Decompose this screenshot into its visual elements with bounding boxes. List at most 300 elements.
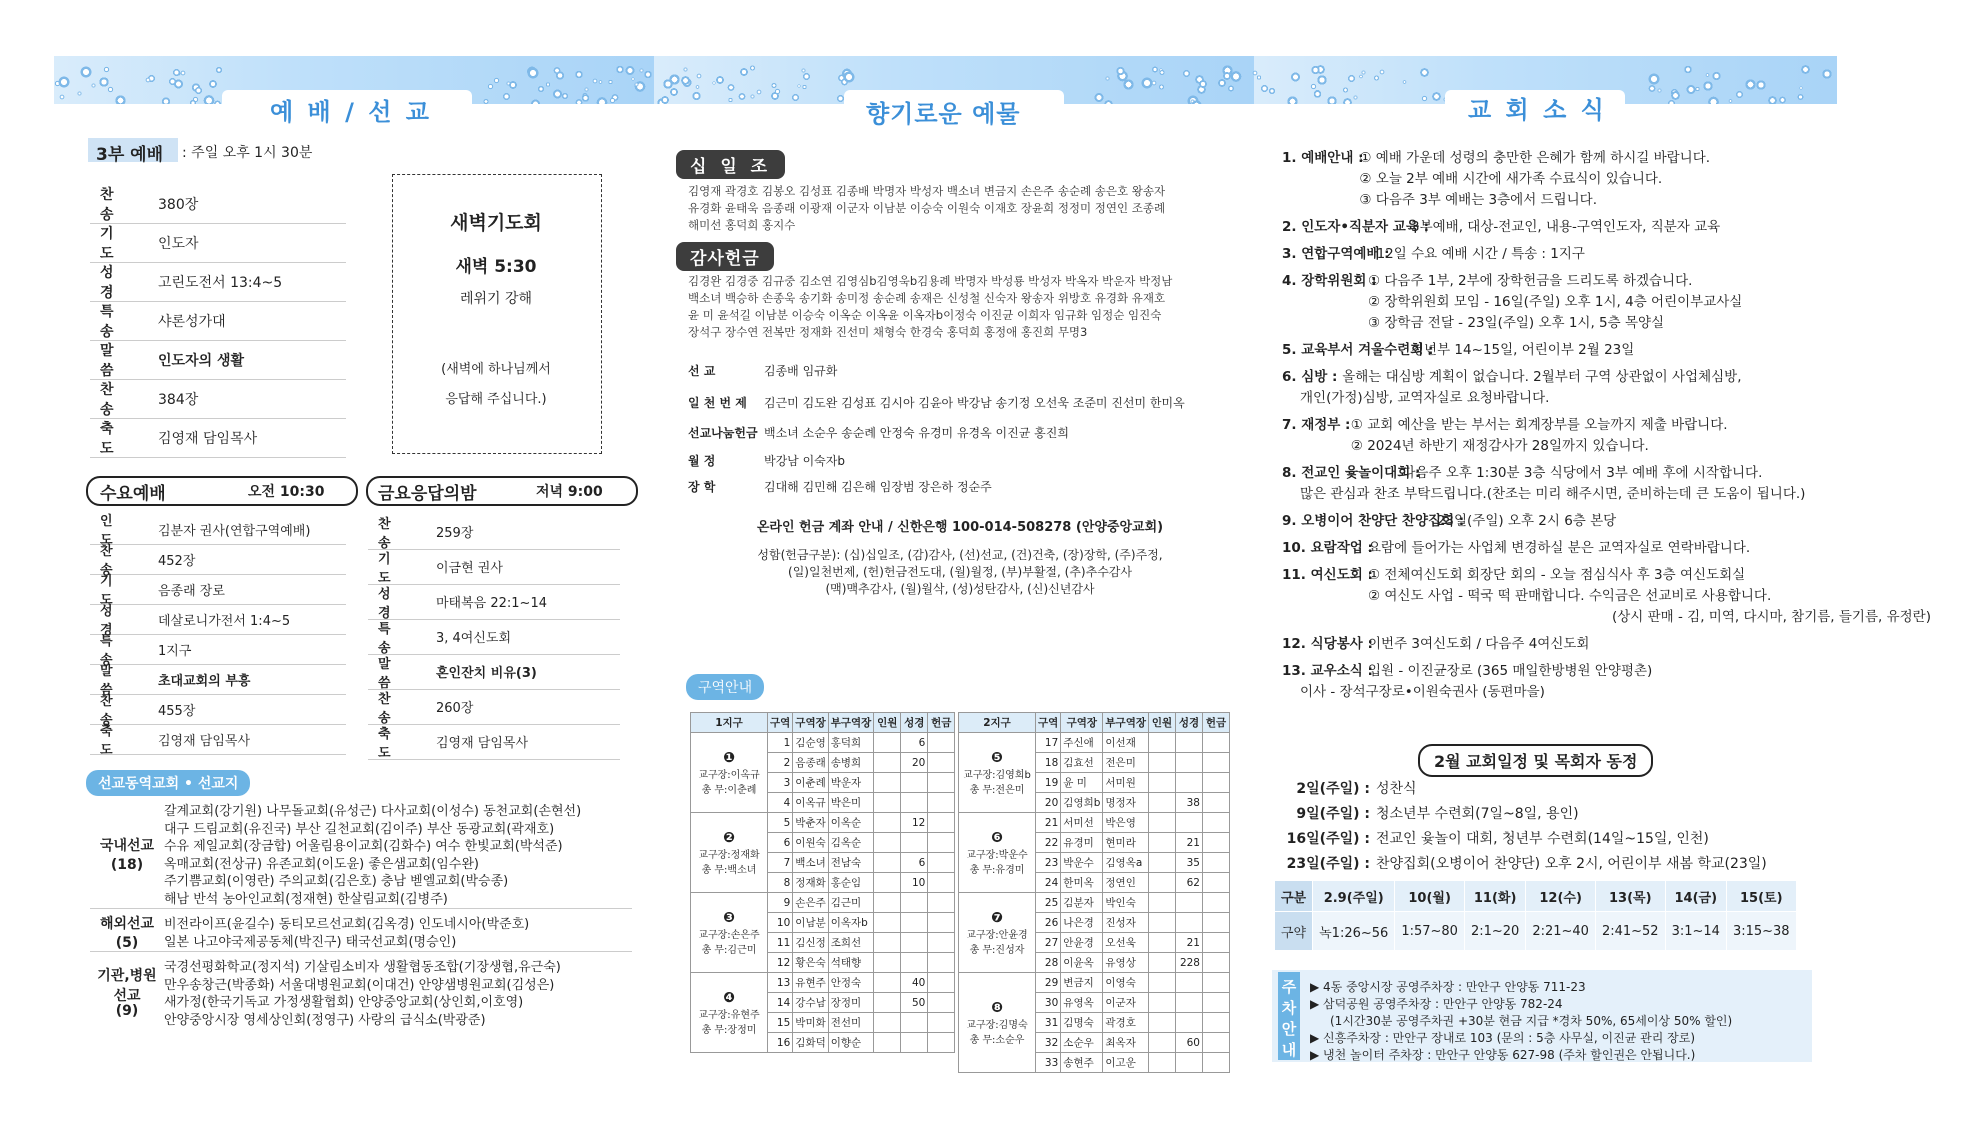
- flower-icon: [1256, 75, 1262, 81]
- district-lead-cell: [959, 893, 1036, 973]
- flower-icon: [1705, 73, 1710, 78]
- district-lead: 교구장:정재화: [698, 849, 760, 861]
- district-label: 구역안내: [686, 674, 764, 700]
- flower-icon: [1797, 93, 1804, 100]
- offering-value: 김종배 임규화: [764, 364, 838, 378]
- offering-value: 박강남 이숙자b: [764, 454, 845, 468]
- feb-date: 2일(주일) :: [1296, 781, 1370, 797]
- district-cell: 21: [1175, 833, 1202, 853]
- district-cell: 송현주: [1061, 1053, 1103, 1073]
- order-row: [90, 184, 346, 224]
- order-value: 초대교회의 부흥: [158, 673, 251, 689]
- district-cell: [1148, 853, 1175, 873]
- district-header: 인원: [874, 713, 901, 733]
- district-cell: 전선미: [828, 1013, 874, 1033]
- flower-icon: [660, 95, 670, 104]
- district-cell: 이원숙: [793, 833, 828, 853]
- district-cell: 유영옥: [1061, 993, 1103, 1013]
- district-cell: [874, 933, 901, 953]
- flower-icon: [1342, 87, 1348, 93]
- district-cell: [1202, 933, 1229, 953]
- district-cell: 10: [901, 873, 928, 893]
- district-cell: 60: [1175, 1033, 1202, 1053]
- district-cell: 정재화: [793, 873, 828, 893]
- district-cell: 3: [768, 773, 793, 793]
- order-key: 축 도: [100, 420, 128, 457]
- mission-line: 일본 나고야국제공동체(박진구) 태국선교회(명승인): [164, 934, 457, 950]
- flower-icon: [608, 79, 613, 84]
- district-cell: 박미화: [793, 1013, 828, 1033]
- district-cell: 31: [1036, 1013, 1061, 1033]
- flower-icon: [802, 72, 811, 81]
- district-cell: 이영숙: [1103, 973, 1149, 993]
- divider: [90, 951, 632, 952]
- district-lead2: 총 무:소순우: [969, 1034, 1025, 1046]
- district-cell: [928, 1033, 955, 1053]
- friday-label: 금요응답의밤: [378, 484, 477, 504]
- news-line: 이사 - 장석구장로•이원숙권사 (동편마을): [1300, 684, 1545, 700]
- flower-icon: [756, 89, 762, 95]
- mission-group-name: 국내선교: [99, 837, 155, 854]
- flower-icon: [202, 94, 216, 104]
- district-cell: [928, 813, 955, 833]
- district-cell: 12: [901, 813, 928, 833]
- offering-key: 일 천 번 제: [688, 396, 747, 410]
- news-line: 이번주 3여신도회 / 다음주 4여신도회: [1368, 636, 1590, 652]
- district-cell: [1175, 753, 1202, 773]
- district-cell: 이옥순: [828, 813, 874, 833]
- news-line: ③ 다음주 3부 예배는 3층에서 드립니다.: [1359, 192, 1597, 208]
- mission-line: 갈계교회(강기원) 나무돌교회(유성근) 다사교회(이성수) 동천교회(손현선): [164, 804, 582, 819]
- district-cell: [928, 753, 955, 773]
- district-cell: 16: [768, 1033, 793, 1053]
- order-key: 찬 송: [100, 694, 125, 728]
- district-cell: 23: [1036, 853, 1061, 873]
- district-cell: 이군자: [1103, 993, 1149, 1013]
- district-cell: 이윤옥: [1061, 953, 1103, 973]
- flower-icon: [552, 88, 564, 100]
- order-row: [368, 584, 620, 620]
- district-cell: 228: [1175, 953, 1202, 973]
- district-cell: 유영상: [1103, 953, 1149, 973]
- district-header: 구역장: [793, 713, 828, 733]
- flower-icon: [691, 91, 702, 102]
- reading-cell: 구약: [1275, 912, 1313, 951]
- reading-head: 10(월): [1395, 881, 1465, 912]
- district-cell: 김근미: [828, 893, 874, 913]
- wednesday-label: 수요예배: [100, 484, 166, 504]
- district-cell: [928, 733, 955, 753]
- flower-icon: [774, 88, 782, 96]
- order-value: 김영재 담임목사: [158, 733, 251, 749]
- district-cell: 이선재: [1103, 733, 1149, 753]
- reading-head: 13(목): [1595, 881, 1665, 912]
- flower-icon: [537, 85, 545, 93]
- district-lead-cell: [691, 733, 768, 813]
- flower-icon: [1151, 66, 1158, 73]
- flower-icon: [749, 65, 755, 71]
- thanks-line: 백소녀 백승하 손종욱 송기화 송미정 송순례 송재은 신성철 신숙자 왕송자 위방호 유경화 유재호: [688, 291, 1166, 305]
- flower-icon: [77, 91, 82, 96]
- district-cell: [928, 1013, 955, 1033]
- flower-icon: [1735, 90, 1744, 99]
- district-cell: 김명숙: [1061, 1013, 1103, 1033]
- news-line: (상시 판매 - 김, 미역, 다시마, 참기름, 들기름, 유정란): [1612, 609, 1931, 625]
- flower-icon: [1419, 67, 1430, 78]
- order-key: 말 씀: [378, 656, 403, 691]
- news-line: ② 오늘 2부 예배 시간에 새가족 수료식이 있습니다.: [1359, 171, 1663, 187]
- district-table: [690, 712, 955, 1053]
- district-cell: 12: [768, 953, 793, 973]
- mission-line: 주기쁨교회(이영란) 주의교회(김은호) 충남 벧엘교회(박승종): [164, 874, 509, 889]
- section-title-news: 교 회 소 식: [1468, 96, 1607, 124]
- dawn-title: 새벽기도회: [450, 212, 542, 234]
- district-header: 2지구: [959, 713, 1036, 733]
- district-cell: 32: [1036, 1033, 1061, 1053]
- district-cell: [901, 1033, 928, 1053]
- district-cell: 8: [768, 873, 793, 893]
- order-row: [368, 654, 620, 690]
- tithe-line: 해미선 홍덕희 홍지수: [688, 218, 796, 232]
- flower-icon: [1695, 86, 1701, 92]
- district-cell: 이향순: [828, 1033, 874, 1053]
- district-lead2: 총 무:장정미: [701, 1024, 757, 1036]
- district-lead2: 총 무:유경미: [969, 864, 1025, 876]
- district-cell: 박인숙: [1103, 893, 1149, 913]
- district-cell: 주신애: [1061, 733, 1103, 753]
- flower-icon: [1711, 71, 1722, 82]
- order-value: 인도자의 생활: [158, 352, 245, 369]
- district-cell: [1202, 1013, 1229, 1033]
- order-value: 이금현 권사: [436, 561, 503, 576]
- dawn-time: 새벽 5:30: [455, 257, 537, 277]
- district-cell: [928, 913, 955, 933]
- reading-head: 2.9(주일): [1313, 881, 1395, 912]
- reading-cell: 2:41~52: [1595, 912, 1665, 951]
- district-cell: [1202, 993, 1229, 1013]
- district-cell: 서미원: [1103, 773, 1149, 793]
- flower-icon: [1347, 74, 1356, 83]
- reading-cell: 2:21~40: [1526, 912, 1596, 951]
- district-cell: [874, 1033, 901, 1053]
- district-cell: [1202, 773, 1229, 793]
- order-key: 특 송: [378, 621, 403, 656]
- order-row: [90, 379, 346, 419]
- district-cell: 홍순임: [828, 873, 874, 893]
- bible-reading-table: [1274, 880, 1797, 951]
- district-cell: [874, 873, 901, 893]
- order-value: 샤론성가대: [158, 313, 226, 330]
- district-cell: [928, 793, 955, 813]
- offering-value: 백소녀 소순우 송순례 안정숙 유경미 유경옥 이진균 홍진희: [764, 426, 1069, 440]
- flower-icon: [173, 78, 185, 90]
- mission-group-count: (9): [115, 1003, 139, 1019]
- flower-icon: [1359, 74, 1364, 79]
- district-cell: 전남숙: [828, 853, 874, 873]
- flower-icon: [1799, 86, 1803, 90]
- district-cell: 25: [1036, 893, 1061, 913]
- flower-icon: [575, 98, 584, 104]
- flower-icon: [842, 70, 856, 84]
- district-cell: [1148, 793, 1175, 813]
- order-key: 성 경: [100, 264, 128, 301]
- district-cell: 21: [1175, 933, 1202, 953]
- order-value: 데살로니가전서 1:4~5: [158, 613, 291, 629]
- district-header: 성경: [901, 713, 928, 733]
- order-key: 특 송: [100, 634, 125, 668]
- district-cell: 서미선: [1061, 813, 1103, 833]
- district-cell: 13: [768, 973, 793, 993]
- district-cell: 김순영: [793, 733, 828, 753]
- mission-group-name: 기관,병원: [97, 968, 157, 984]
- district-cell: 62: [1175, 873, 1202, 893]
- district-cell: [1175, 973, 1202, 993]
- district-cell: 40: [901, 973, 928, 993]
- flower-icon: [802, 84, 808, 90]
- order-row: [368, 619, 620, 655]
- flower-icon: [508, 80, 518, 90]
- news-line: ③ 장학금 전달 - 23일(주일) 오후 1시, 5층 목양실: [1368, 315, 1665, 331]
- news-line: 23일(주일) 오후 2시 6층 본당: [1436, 513, 1617, 529]
- missions-label: 선교동역교회 • 선교지: [86, 770, 250, 796]
- news-number: 5. 교육부서 겨울수련회 :: [1282, 342, 1434, 358]
- flower-icon: [739, 67, 749, 77]
- flower-icon: [584, 87, 589, 92]
- flower-icon: [57, 75, 70, 88]
- reading-head: 15(토): [1726, 881, 1796, 912]
- news-number: 9. 오병이어 찬양단 찬양집회 :: [1282, 513, 1465, 529]
- reading-cell: 3:1~14: [1665, 912, 1726, 951]
- order-key: 기 도: [100, 574, 125, 608]
- district-cell: 변금지: [1061, 973, 1103, 993]
- flower-icon: [791, 93, 800, 102]
- flower-icon: [172, 68, 181, 77]
- district-cell: 진성자: [1103, 913, 1149, 933]
- district-cell: 박춘자: [793, 813, 828, 833]
- order-key: 기 도: [378, 551, 403, 586]
- district-cell: 김화덕: [793, 1033, 828, 1053]
- news-number: 13. 교우소식 :: [1282, 663, 1373, 679]
- mission-line: 수유 제일교회(장금합) 어울림용이교회(김화수) 여수 한빛교회(박석준): [164, 839, 563, 854]
- district-cell: 오선욱: [1103, 933, 1149, 953]
- district-cell: [1202, 873, 1229, 893]
- district-cell: 14: [768, 993, 793, 1013]
- district-cell: [901, 953, 928, 973]
- friday-time: 저녁 9:00: [536, 484, 603, 500]
- district-cell: 이옥규: [793, 793, 828, 813]
- district-lead: 교구장:유현주: [698, 1009, 760, 1021]
- parking-line: (1시간30분 공영주차권 +30분 현금 지급 *경차 50%, 65세이상 50% 할인): [1330, 1014, 1733, 1028]
- dawn-subject: 레위기 강해: [459, 291, 533, 307]
- flower-icon: [161, 96, 172, 104]
- district-cell: 22: [1036, 833, 1061, 853]
- reading-cell: 2:1~20: [1464, 912, 1525, 951]
- order-key: 기 도: [100, 225, 128, 262]
- district-cell: [1202, 813, 1229, 833]
- district-cell: 15: [768, 1013, 793, 1033]
- flower-icon: [553, 66, 562, 75]
- district-lead: 교구장:이옥규: [698, 769, 760, 781]
- district-cell: 안윤경: [1061, 933, 1103, 953]
- district-cell: [928, 893, 955, 913]
- district-cell: 김신정: [793, 933, 828, 953]
- district-cell: 유경미: [1061, 833, 1103, 853]
- district-cell: 6: [901, 733, 928, 753]
- flower-icon: [1778, 96, 1787, 104]
- district-cell: 강수남: [793, 993, 828, 1013]
- district-lead2: 총 무:이춘례: [701, 784, 757, 796]
- parking-line: ▶ 냉천 놀이터 주차장 : 만안구 안양동 627-98 (주차 할인권은 안됩니다.): [1310, 1048, 1696, 1062]
- order-key: 찬 송: [100, 381, 128, 418]
- flower-icon: [750, 94, 755, 99]
- district-cell: [874, 893, 901, 913]
- order-row: [368, 689, 620, 725]
- flower-icon: [493, 77, 499, 83]
- district-cell: [1148, 1033, 1175, 1053]
- offering-value: 김근미 김도완 김성표 김시아 김윤아 박강남 송기정 오선욱 조준미 진선미 한미옥: [764, 396, 1185, 410]
- district-cell: [928, 953, 955, 973]
- district-cell: 박운수: [1061, 853, 1103, 873]
- district-cell: [1148, 753, 1175, 773]
- order-key: 말 씀: [100, 664, 125, 698]
- flower-icon: [574, 70, 584, 80]
- order-value: 380장: [158, 196, 199, 213]
- district-cell: 이남분: [793, 913, 828, 933]
- flower-icon: [1268, 87, 1276, 95]
- mission-line: 비전라이프(윤길수) 동티모르선교회(김옥경) 인도네시아(박준호): [164, 917, 530, 932]
- district-cell: [1202, 793, 1229, 813]
- news-line: ① 교회 예산을 받는 부서는 회계장부를 오늘까지 제출 바랍니다.: [1350, 417, 1728, 433]
- district-cell: [874, 913, 901, 933]
- flower-icon: [1755, 79, 1767, 91]
- district-cell: [901, 893, 928, 913]
- account-line: 성함(헌금구분): (십)십일조, (감)감사, (선)선교, (건)건축, (장)장학, (주)주정,: [757, 548, 1163, 562]
- district-lead-cell: [691, 893, 768, 973]
- district-cell: [1148, 813, 1175, 833]
- flower-icon: [91, 83, 96, 88]
- district-num: ❼: [991, 909, 1003, 926]
- district-cell: [874, 953, 901, 973]
- news-line: ② 2024년 하반기 재정감사가 28일까지 있습니다.: [1350, 438, 1649, 454]
- order-key: 성 경: [100, 604, 125, 638]
- sunday3-time: : 주일 오후 1시 30분: [182, 145, 313, 161]
- district-cell: [901, 913, 928, 933]
- district-cell: 전은미: [1103, 753, 1149, 773]
- district-cell: [1202, 753, 1229, 773]
- flower-icon: [1431, 91, 1442, 102]
- district-cell: 명정자: [1103, 793, 1149, 813]
- district-cell: 19: [1036, 773, 1061, 793]
- order-value: 김영재 담임목사: [158, 430, 258, 447]
- flower-icon: [114, 94, 127, 104]
- feb-text: 찬양집회(오병이어 찬양단) 오후 2시, 어린이부 새봄 학교(23일): [1376, 856, 1767, 872]
- mission-line: 해남 반석 농아인교회(정재현) 한살림교회(김병주): [164, 891, 448, 907]
- news-line: 많은 관심과 찬조 부탁드립니다.(찬조는 미리 해주시면, 준비하는데 큰 도움이 됩니다.): [1300, 486, 1806, 502]
- flower-icon: [1421, 95, 1428, 102]
- district-cell: 최옥자: [1103, 1033, 1149, 1053]
- order-key: 찬 송: [100, 186, 128, 223]
- district-cell: 20: [1036, 793, 1061, 813]
- flower-icon: [1316, 74, 1328, 86]
- tithe-label: 십 일 조: [676, 150, 785, 179]
- district-num: ❻: [991, 829, 1003, 846]
- offering-key: 선교나눔헌금: [688, 426, 758, 440]
- order-value: 음종래 장로: [158, 583, 225, 599]
- district-cell: [928, 773, 955, 793]
- news-number: 8. 전교인 윷놀이대회 :: [1282, 465, 1421, 481]
- order-value: 3, 4여신도회: [436, 631, 512, 646]
- district-cell: 20: [901, 753, 928, 773]
- flower-icon: [1683, 65, 1693, 75]
- district-cell: 박은영: [1103, 813, 1149, 833]
- district-cell: [874, 833, 901, 853]
- reading-head: 구분: [1275, 881, 1313, 912]
- reading-head: 14(금): [1665, 881, 1726, 912]
- order-key: 성 경: [378, 586, 403, 621]
- district-lead-cell: [691, 973, 768, 1053]
- parking-label-char: 안: [1281, 1020, 1297, 1038]
- district-cell: 1: [768, 733, 793, 753]
- order-key: 찬 송: [100, 544, 125, 578]
- district-cell: 11: [768, 933, 793, 953]
- flower-icon: [1290, 71, 1302, 83]
- offering-key: 장 학: [688, 480, 716, 494]
- order-value: 452장: [158, 553, 196, 569]
- news-line: 개인(가정)심방, 교역자실로 요청바랍니다.: [1300, 390, 1550, 406]
- district-num: ❹: [723, 989, 735, 1006]
- district-num: ❶: [723, 749, 735, 766]
- district-cell: 유현주: [793, 973, 828, 993]
- district-lead2: 총 무:진성자: [969, 944, 1025, 956]
- district-cell: [1175, 993, 1202, 1013]
- flower-icon: [1151, 80, 1158, 87]
- feb-date: 23일(주일) :: [1286, 856, 1370, 872]
- flower-icon: [1190, 99, 1203, 104]
- district-cell: 21: [1036, 813, 1061, 833]
- section-title-offering: 향기로운 예물: [866, 100, 1021, 128]
- district-cell: [928, 853, 955, 873]
- offering-value: 김대해 김민해 김은해 임장범 장은하 정순주: [764, 480, 992, 494]
- flower-icon: [103, 66, 110, 73]
- flower-icon: [1353, 95, 1358, 100]
- offering-key: 월 정: [688, 454, 716, 468]
- flower-icon: [1800, 64, 1811, 75]
- flower-icon: [1379, 69, 1385, 75]
- mission-line: 옥매교회(전상규) 유존교회(이도윤) 좋은샘교회(임수완): [164, 856, 479, 872]
- district-cell: 음종래: [793, 753, 828, 773]
- flower-icon: [624, 65, 635, 76]
- district-cell: 황은숙: [793, 953, 828, 973]
- district-cell: [1148, 993, 1175, 1013]
- order-row: [368, 724, 620, 760]
- district-cell: 이춘례: [793, 773, 828, 793]
- district-cell: [928, 933, 955, 953]
- thanks-line: 김경완 김경중 김규중 김소연 김영심b김영욱b김용례 박명자 박성룡 박성자 박옥자 박운자 박정남: [688, 274, 1173, 288]
- district-lead2: 총 무:전은미: [969, 784, 1025, 796]
- news-line: 12일 수요 예배 시간 / 특송 : 1지구: [1376, 246, 1585, 262]
- parking-label-char: 주: [1281, 978, 1297, 996]
- mission-group-name: 해외선교: [99, 915, 155, 932]
- reading-head: 12(수): [1526, 881, 1596, 912]
- district-cell: 이고운: [1103, 1053, 1149, 1073]
- district-cell: 38: [1175, 793, 1202, 813]
- flower-icon: [502, 92, 511, 101]
- flower-icon: [797, 84, 801, 88]
- district-lead-cell: [959, 733, 1036, 813]
- parking-label-char: 내: [1281, 1041, 1297, 1059]
- district-lead: 교구장:안윤경: [966, 929, 1028, 941]
- tithe-line: 김영재 곽경호 김봉오 김성표 김종배 박명자 박성자 백소녀 변금지 손은주 송순례 송은호 왕송자: [688, 184, 1166, 198]
